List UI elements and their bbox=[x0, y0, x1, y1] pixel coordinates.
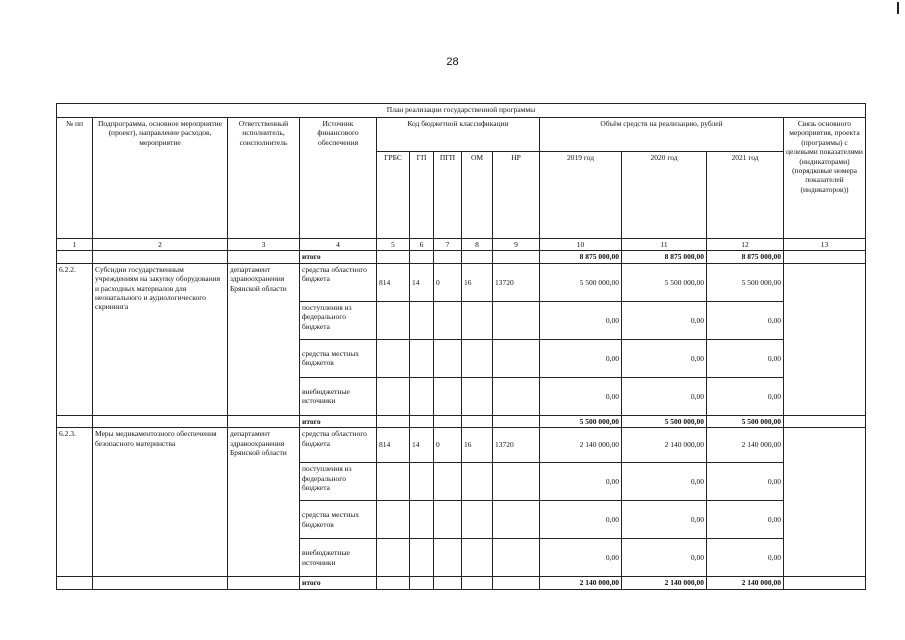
value-2019: 0,00 bbox=[540, 339, 622, 377]
value-2020: 5 500 000,00 bbox=[622, 263, 707, 301]
corner-mark bbox=[897, 2, 899, 14]
header-executor: Ответственный исполнитель, соисполнитель bbox=[228, 118, 300, 239]
value-2020: 0,00 bbox=[622, 301, 707, 339]
item-executor: департамент здравоохранения Брянской области bbox=[228, 428, 300, 577]
grbs-cell: 814 bbox=[377, 428, 410, 463]
program-plan-table bbox=[56, 103, 866, 590]
value-2021: 0,00 bbox=[707, 463, 784, 501]
source-cell: внебюджетные источники bbox=[300, 377, 377, 415]
total-2019: 5 500 000,00 bbox=[540, 415, 622, 427]
col-number: 1 bbox=[57, 239, 93, 251]
source-cell: средства местных бюджетов bbox=[300, 501, 377, 539]
value-2019: 5 500 000,00 bbox=[540, 263, 622, 301]
total-2021: 2 140 000,00 bbox=[707, 577, 784, 589]
source-cell: поступления из федерального бюджета bbox=[300, 463, 377, 501]
header-name: Подпрограмма, основное мероприятие (проект), направление расходов, мероприятие bbox=[93, 118, 228, 239]
item-number: 6.2.3. bbox=[57, 428, 93, 577]
header-2020: 2020 год bbox=[622, 152, 707, 239]
header-pgp: ПГП bbox=[434, 152, 462, 239]
col-number: 2 bbox=[93, 239, 228, 251]
total-2019: 8 875 000,00 bbox=[540, 251, 622, 263]
value-2021: 2 140 000,00 bbox=[707, 428, 784, 463]
value-2019: 0,00 bbox=[540, 501, 622, 539]
value-2020: 2 140 000,00 bbox=[622, 428, 707, 463]
header-volume: Объём средств на реализацию, рублей bbox=[540, 118, 784, 152]
total-row bbox=[57, 415, 866, 427]
value-2020: 0,00 bbox=[622, 339, 707, 377]
total-2021: 5 500 000,00 bbox=[707, 415, 784, 427]
item-name: Меры медикаментозного обеспечения безопасного материнства bbox=[93, 428, 228, 577]
total-row bbox=[57, 577, 866, 589]
total-2020: 5 500 000,00 bbox=[622, 415, 707, 427]
item-executor: департамент здравоохранения Брянской области bbox=[228, 263, 300, 415]
total-2019: 2 140 000,00 bbox=[540, 577, 622, 589]
header-gp: ГП bbox=[410, 152, 434, 239]
value-2020: 0,00 bbox=[622, 463, 707, 501]
col-number: 13 bbox=[784, 239, 866, 251]
table-title: План реализации государственной программы bbox=[57, 104, 866, 118]
value-2019: 0,00 bbox=[540, 377, 622, 415]
source-cell: средства областного бюджета bbox=[300, 428, 377, 463]
item-number: 6.2.2. bbox=[57, 263, 93, 415]
value-2020: 0,00 bbox=[622, 501, 707, 539]
header-nr: НР bbox=[493, 152, 540, 239]
col-number: 7 bbox=[434, 239, 462, 251]
pgp-cell: 0 bbox=[434, 263, 462, 301]
header-budget-code: Код бюджетной классификации bbox=[377, 118, 540, 152]
om-cell: 16 bbox=[462, 263, 493, 301]
page-number: 28 bbox=[446, 56, 459, 68]
item-name: Субсидии государственным учреждениям на закупку оборудования и расходных материалов для неонатального и аудиологического скрининга bbox=[93, 263, 228, 415]
value-2019: 2 140 000,00 bbox=[540, 428, 622, 463]
total-2021: 8 875 000,00 bbox=[707, 251, 784, 263]
value-2021: 0,00 bbox=[707, 539, 784, 577]
header-link: Связь основного мероприятия, проекта (программы) с целевыми показателями (индикаторами) (порядковые номера показателей (индикаторов)) bbox=[784, 118, 866, 239]
value-2019: 0,00 bbox=[540, 301, 622, 339]
source-cell: поступления из федерального бюджета bbox=[300, 301, 377, 339]
value-2021: 0,00 bbox=[707, 377, 784, 415]
total-2020: 2 140 000,00 bbox=[622, 577, 707, 589]
header-2019: 2019 год bbox=[540, 152, 622, 239]
total-label: итого bbox=[300, 415, 377, 427]
col-number: 12 bbox=[707, 239, 784, 251]
source-cell: средства местных бюджетов bbox=[300, 339, 377, 377]
col-number: 3 bbox=[228, 239, 300, 251]
total-label: итого bbox=[300, 577, 377, 589]
value-2021: 0,00 bbox=[707, 301, 784, 339]
col-number: 9 bbox=[493, 239, 540, 251]
header-source: Источник финансового обеспечения bbox=[300, 118, 377, 239]
nr-cell: 13720 bbox=[493, 428, 540, 463]
value-2021: 5 500 000,00 bbox=[707, 263, 784, 301]
header-2021: 2021 год bbox=[707, 152, 784, 239]
col-number: 10 bbox=[540, 239, 622, 251]
table-row bbox=[57, 263, 866, 301]
value-2021: 0,00 bbox=[707, 339, 784, 377]
table-row bbox=[57, 428, 866, 463]
total-2020: 8 875 000,00 bbox=[622, 251, 707, 263]
header-grbs: ГРБС bbox=[377, 152, 410, 239]
grbs-cell: 814 bbox=[377, 263, 410, 301]
total-label: итого bbox=[300, 251, 377, 263]
nr-cell: 13720 bbox=[493, 263, 540, 301]
value-2021: 0,00 bbox=[707, 501, 784, 539]
col-number: 5 bbox=[377, 239, 410, 251]
col-number: 11 bbox=[622, 239, 707, 251]
col-number: 6 bbox=[410, 239, 434, 251]
source-cell: внебюджетные источники bbox=[300, 539, 377, 577]
source-cell: средства областного бюджета bbox=[300, 263, 377, 301]
column-number-row bbox=[57, 239, 866, 251]
value-2019: 0,00 bbox=[540, 539, 622, 577]
value-2020: 0,00 bbox=[622, 377, 707, 415]
header-num: № пп bbox=[57, 118, 93, 239]
value-2020: 0,00 bbox=[622, 539, 707, 577]
header-om: ОМ bbox=[462, 152, 493, 239]
pgp-cell: 0 bbox=[434, 428, 462, 463]
total-row bbox=[57, 251, 866, 263]
om-cell: 16 bbox=[462, 428, 493, 463]
gp-cell: 14 bbox=[410, 428, 434, 463]
col-number: 4 bbox=[300, 239, 377, 251]
value-2019: 0,00 bbox=[540, 463, 622, 501]
gp-cell: 14 bbox=[410, 263, 434, 301]
col-number: 8 bbox=[462, 239, 493, 251]
